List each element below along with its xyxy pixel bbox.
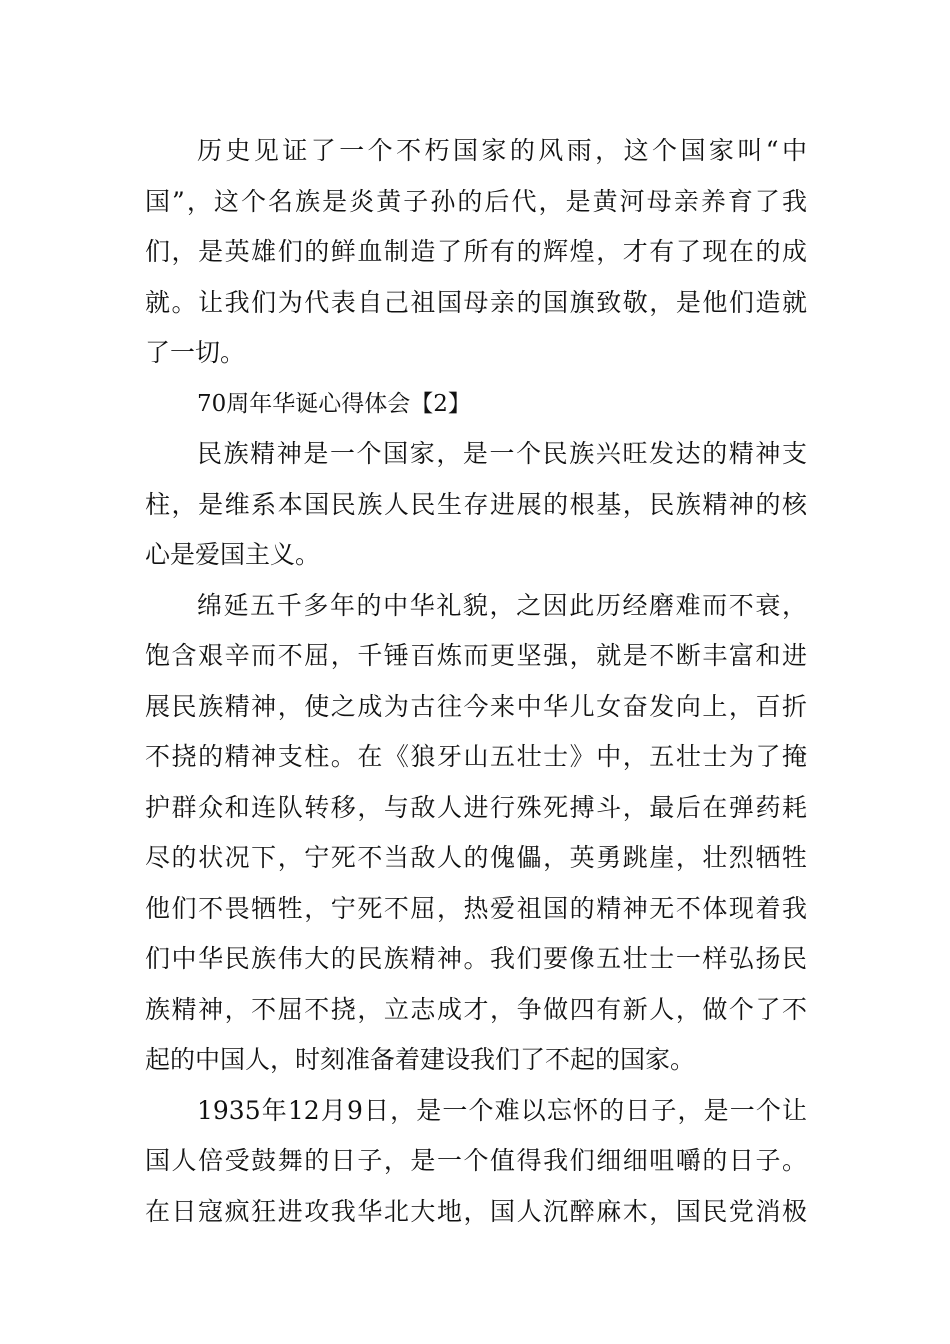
- text-line: 他们不畏牺牲，宁死不屈，热爱祖国的精神无不体现着我: [145, 893, 807, 923]
- text-line: 柱，是维系本国民族人民生存进展的根基，民族精神的核: [145, 489, 807, 519]
- text-line: 绵延五千多年的中华礼貌，之因此历经磨难而不衰，: [197, 590, 807, 620]
- text-line: 了一切。: [145, 338, 246, 367]
- text-line: 国人倍受鼓舞的日子，是一个值得我们细细咀嚼的日子。: [145, 1146, 807, 1175]
- text-line: 不挠的精神支柱。在《狼牙山五壮士》中，五壮士为了掩: [145, 742, 807, 771]
- text-line: 族精神，不屈不挠，立志成才，争做四有新人，做个了不: [145, 994, 807, 1024]
- section-heading: 70周年华诞心得体会【2】: [197, 390, 471, 417]
- text-line: 在日寇疯狂进攻我华北大地，国人沉醉麻木，国民党消极: [145, 1196, 807, 1226]
- text-line: 饱含艰辛而不屈，千锤百炼而更坚强，就是不断丰富和进: [145, 641, 807, 670]
- text-line: 心是爱国主义。: [145, 540, 321, 569]
- text-line: 就。让我们为代表自己祖国母亲的国旗致敬，是他们造就: [145, 287, 807, 317]
- text-line: 尽的状况下，宁死不当敌人的傀儡，英勇跳崖，壮烈牺牲: [145, 843, 807, 872]
- text-line: 历史见证了一个不朽国家的风雨，这个国家叫“中: [197, 136, 807, 165]
- text-line: 们，是英雄们的鲜血制造了所有的辉煌，才有了现在的成: [145, 237, 807, 266]
- text-line: 起的中国人，时刻准备着建设我们了不起的国家。: [145, 1045, 696, 1074]
- text-line: 民族精神是一个国家，是一个民族兴旺发达的精神支: [197, 439, 807, 468]
- text-line: 们中华民族伟大的民族精神。我们要像五壮士一样弘扬民: [145, 944, 807, 973]
- text-line: 1935年12月9日，是一个难以忘怀的日子，是一个让: [197, 1095, 807, 1125]
- text-line: 展民族精神，使之成为古往今来中华儿女奋发向上，百折: [145, 691, 807, 721]
- text-line: 国”，这个名族是炎黄子孙的后代，是黄河母亲养育了我: [145, 186, 807, 216]
- document-body: [145, 126, 807, 1237]
- text-line: 护群众和连队转移，与敌人进行殊死搏斗，最后在弹药耗: [145, 792, 807, 822]
